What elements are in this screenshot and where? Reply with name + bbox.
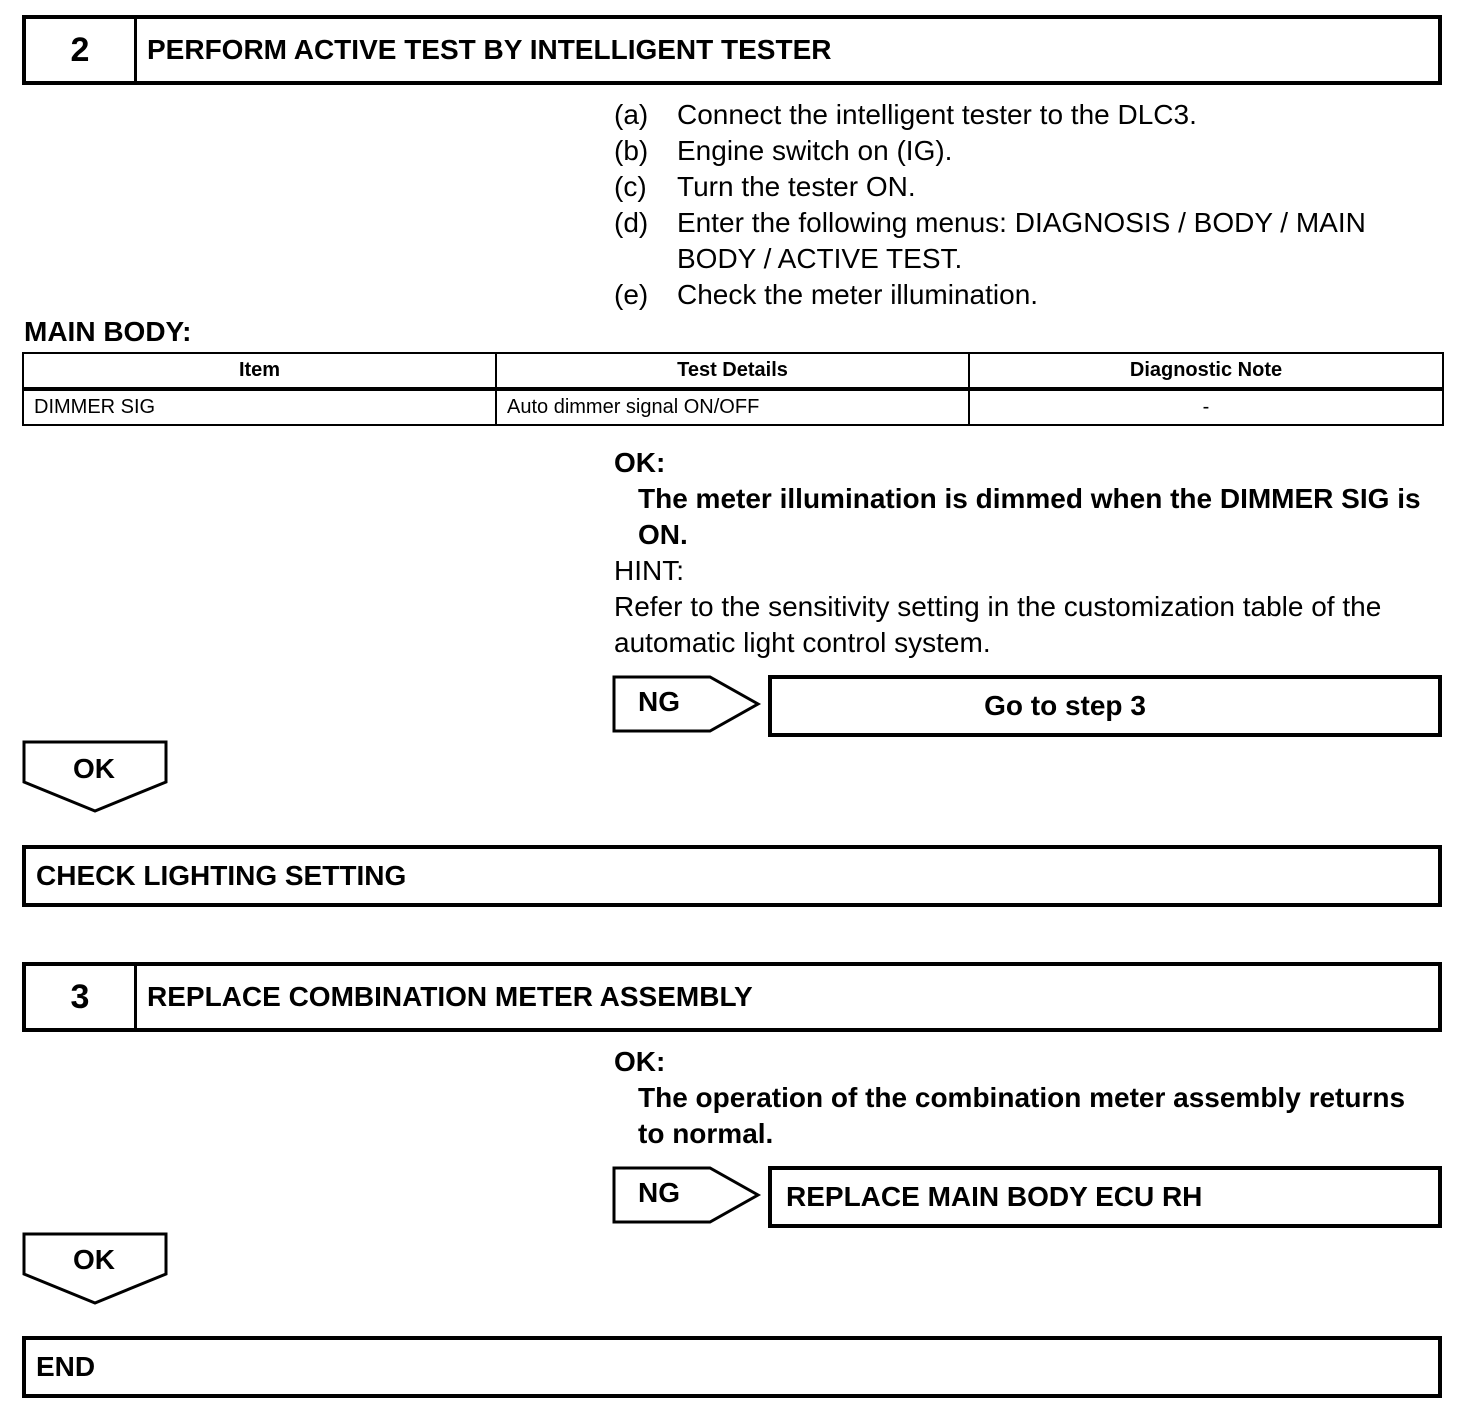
column-header: Item: [23, 353, 496, 389]
box-title: END: [36, 1351, 96, 1382]
instruction-letter: (b): [614, 135, 649, 166]
table-header-row: [23, 353, 1443, 389]
hint-text: Refer to the sensitivity setting in the customization table of the automatic light control system.: [614, 591, 1382, 658]
step-3-header: [22, 962, 1442, 1032]
step-number: 3: [26, 966, 137, 1028]
instruction-item: [614, 277, 1444, 313]
table-cell: -: [969, 389, 1443, 425]
end-box: [22, 1336, 1442, 1398]
instruction-text: Connect the intelligent tester to the DLC3.: [677, 99, 1197, 130]
table-cell: Auto dimmer signal ON/OFF: [496, 389, 969, 425]
ng-arrow-icon: [612, 1166, 762, 1224]
ng-arrow-icon: [612, 675, 762, 733]
ng-label: NG: [638, 1177, 680, 1208]
instruction-text: Turn the tester ON.: [677, 171, 916, 202]
check-lighting-setting-box: [22, 845, 1442, 907]
instruction-letter: (d): [614, 207, 649, 238]
table-label: MAIN BODY:: [24, 316, 192, 347]
instruction-letter: (e): [614, 279, 649, 310]
instruction-text: Check the meter illumination.: [677, 279, 1039, 310]
ng-target-text: REPLACE MAIN BODY ECU RH: [786, 1181, 1203, 1212]
column-header: Diagnostic Note: [969, 353, 1443, 389]
instruction-item: [614, 169, 1444, 205]
instruction-item: [614, 205, 1444, 277]
ok-condition: The meter illumination is dimmed when the DIMMER SIG is ON.: [638, 483, 1421, 550]
step-title: REPLACE COMBINATION METER ASSEMBLY: [147, 981, 753, 1012]
ok-condition: The operation of the combination meter assembly returns to normal.: [638, 1082, 1406, 1149]
ok-arrow-label: OK: [73, 1244, 115, 1275]
active-test-table: [22, 352, 1444, 426]
ng-label: NG: [638, 686, 680, 717]
step-title: PERFORM ACTIVE TEST BY INTELLIGENT TESTER: [147, 34, 832, 65]
instruction-letter: (c): [614, 171, 647, 202]
instruction-list: [614, 97, 1444, 313]
ng-target-box: [768, 675, 1442, 737]
instruction-text: Enter the following menus: DIAGNOSIS / BODY / MAIN BODY / ACTIVE TEST.: [677, 207, 1366, 274]
ok-arrow-label: OK: [73, 753, 115, 784]
instruction-letter: (a): [614, 99, 649, 130]
instruction-item: [614, 133, 1444, 169]
ng-target-box: [768, 1166, 1442, 1228]
instruction-item: [614, 97, 1444, 133]
ok-condition-block: [614, 445, 1434, 661]
ng-target-text: Go to step 3: [984, 690, 1146, 721]
column-header: Test Details: [496, 353, 969, 389]
hint-label: HINT:: [614, 555, 684, 586]
ok-condition-block: [614, 1044, 1434, 1152]
table-row: [23, 389, 1443, 425]
step-2-header: [22, 15, 1442, 85]
ok-label: OK:: [614, 1046, 666, 1077]
step-number: 2: [26, 19, 137, 81]
table-cell: DIMMER SIG: [23, 389, 496, 425]
box-title: CHECK LIGHTING SETTING: [36, 860, 407, 891]
instruction-text: Engine switch on (IG).: [677, 135, 953, 166]
ok-label: OK:: [614, 447, 666, 478]
